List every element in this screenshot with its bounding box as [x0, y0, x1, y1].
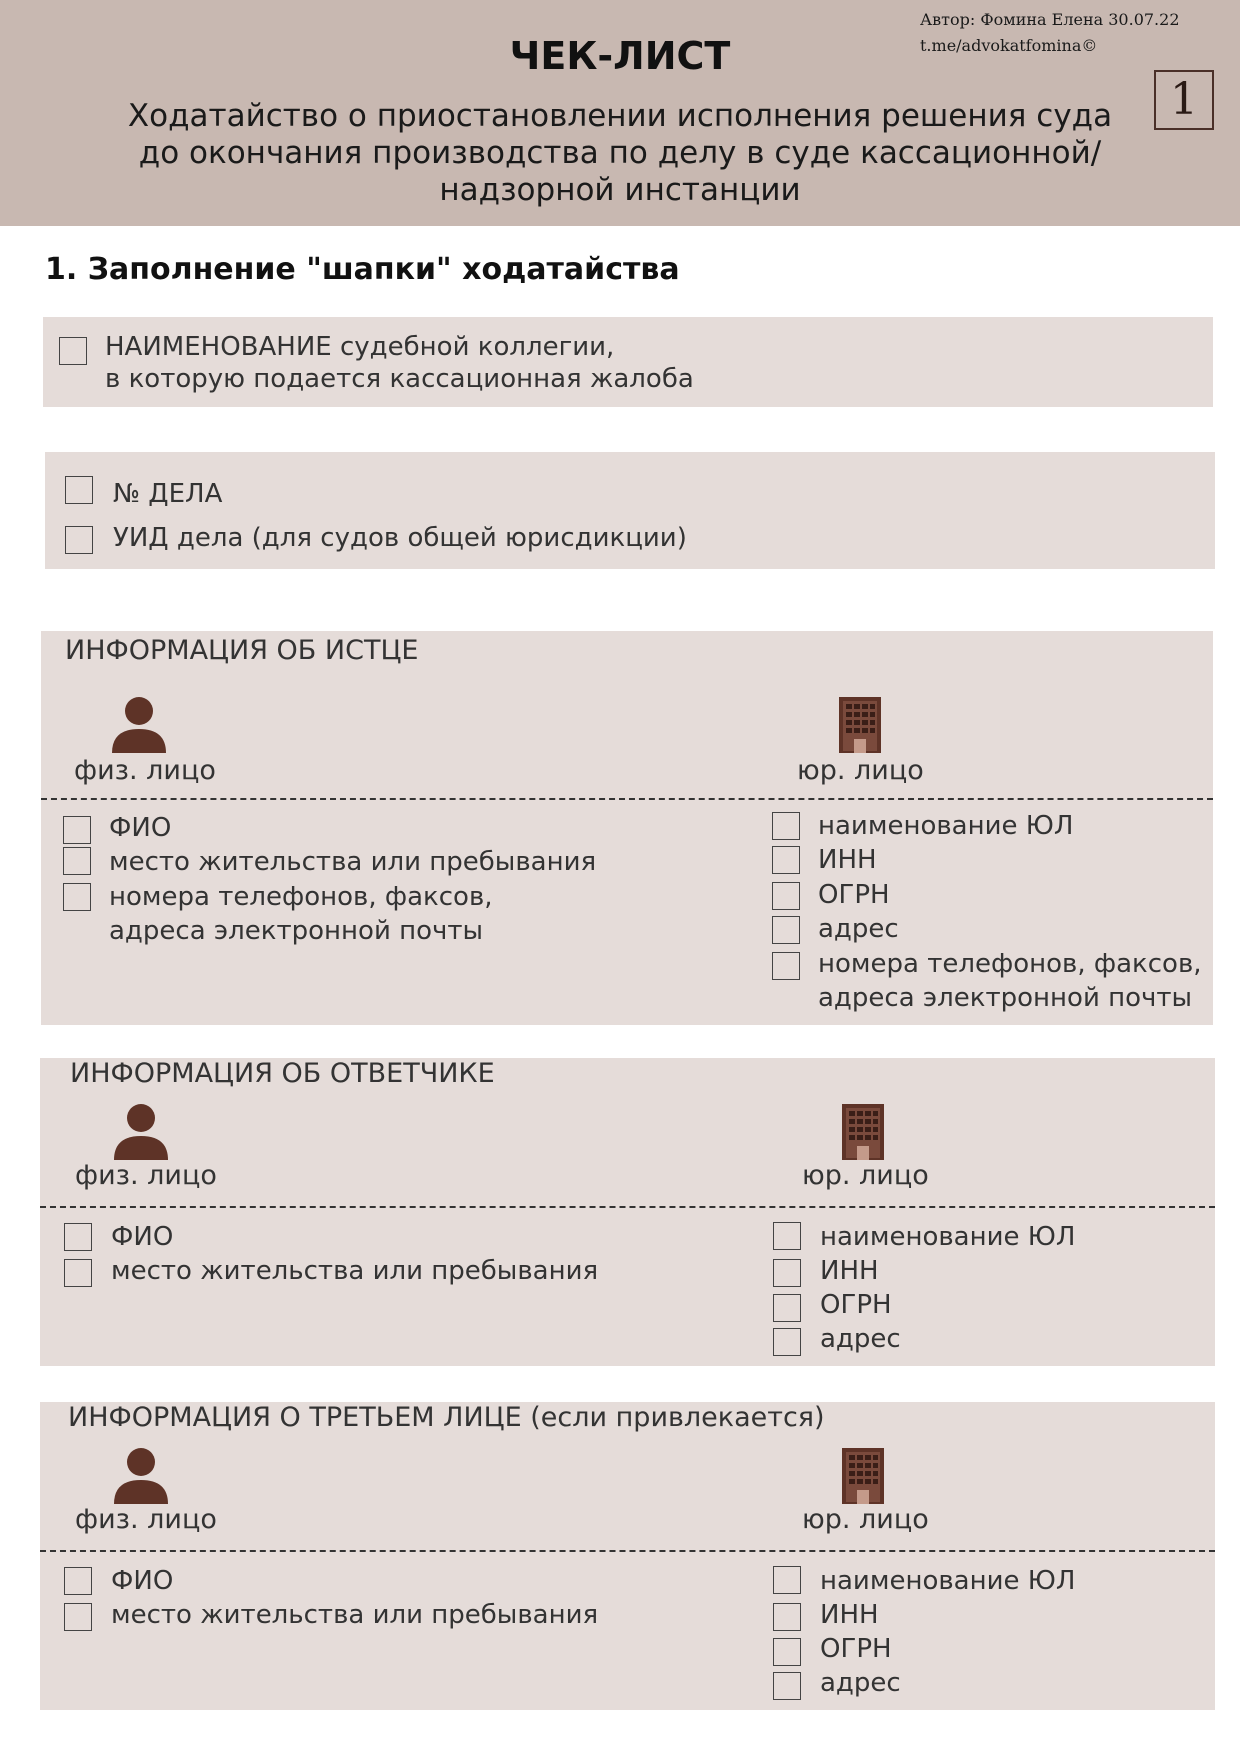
author-credit: Автор: Фомина Елена 30.07.22 — [920, 10, 1180, 29]
company-item-cont: адреса электронной почты — [818, 983, 1193, 1013]
plaintiff-title: ИНФОРМАЦИЯ ОБ ИСТЦЕ — [65, 635, 419, 666]
company-item: адрес — [820, 1324, 901, 1354]
company-item: ОГРН — [820, 1290, 892, 1320]
checkbox[interactable] — [773, 1328, 801, 1356]
person-label: физ. лицо — [75, 1160, 217, 1191]
checkbox[interactable] — [772, 846, 800, 874]
person-item: место жительства или пребывания — [111, 1600, 599, 1630]
subtitle-line: надзорной инстанции — [439, 172, 801, 208]
third-party-box — [40, 1402, 1215, 1710]
person-item-cont: адреса электронной почты — [109, 916, 484, 946]
person-item: номера телефонов, факсов, — [109, 882, 493, 912]
header-band — [0, 0, 1240, 226]
checkbox[interactable] — [63, 883, 91, 911]
checkbox[interactable] — [773, 1566, 801, 1594]
person-item: место жительства или пребывания — [109, 847, 597, 877]
page-title: ЧЕК-ЛИСТ — [509, 34, 731, 78]
court-name-box — [43, 317, 1213, 407]
company-item: ОГРН — [820, 1634, 892, 1664]
section-heading: 1. Заполнение "шапки" ходатайства — [45, 252, 680, 287]
plaintiff-box — [41, 631, 1213, 1025]
defendant-title: ИНФОРМАЦИЯ ОБ ОТВЕТЧИКЕ — [70, 1058, 495, 1089]
checkbox[interactable] — [63, 847, 91, 875]
checkbox[interactable] — [65, 526, 93, 554]
checkbox[interactable] — [773, 1672, 801, 1700]
defendant-box — [40, 1058, 1215, 1366]
subtitle-line: Ходатайство о приостановлении исполнения решения суда — [127, 98, 1113, 134]
checkbox[interactable] — [64, 1603, 92, 1631]
page-number-badge: 1 — [1154, 70, 1214, 130]
company-item: наименование ЮЛ — [820, 1222, 1076, 1252]
checkbox[interactable] — [773, 1638, 801, 1666]
company-label: юр. лицо — [802, 1504, 929, 1535]
checkbox[interactable] — [773, 1603, 801, 1631]
person-label: физ. лицо — [74, 755, 216, 786]
company-item: номера телефонов, факсов, — [818, 949, 1202, 979]
checklist-item-court-name-cont: в которую подается кассационная жалоба — [105, 364, 694, 394]
checkbox[interactable] — [772, 916, 800, 944]
company-item: адрес — [820, 1668, 901, 1698]
person-label: физ. лицо — [75, 1504, 217, 1535]
person-item: ФИО — [111, 1222, 174, 1252]
company-item: ОГРН — [818, 880, 890, 910]
company-item: ИНН — [820, 1256, 879, 1286]
checkbox[interactable] — [773, 1259, 801, 1287]
author-link[interactable]: t.me/advokatfomina© — [920, 36, 1098, 55]
company-label: юр. лицо — [797, 755, 924, 786]
checkbox[interactable] — [773, 1222, 801, 1250]
case-number-box — [45, 452, 1215, 569]
company-item: наименование ЮЛ — [820, 1566, 1076, 1596]
checkbox[interactable] — [65, 476, 93, 504]
company-item: ИНН — [818, 845, 877, 875]
checkbox[interactable] — [772, 952, 800, 980]
divider — [41, 798, 1213, 800]
company-item: ИНН — [820, 1600, 879, 1630]
person-icon — [112, 1104, 170, 1160]
company-label: юр. лицо — [802, 1160, 929, 1191]
third-party-title: ИНФОРМАЦИЯ О ТРЕТЬЕМ ЛИЦЕ (если привлекается) — [68, 1402, 825, 1433]
checklist-item-case-number: № ДЕЛА — [113, 479, 223, 509]
subtitle-line: до окончания производства по делу в суде кассационной/ — [138, 135, 1102, 171]
checkbox[interactable] — [64, 1223, 92, 1251]
person-item: ФИО — [111, 1566, 174, 1596]
company-item: адрес — [818, 914, 899, 944]
person-item: ФИО — [109, 813, 172, 843]
checkbox[interactable] — [773, 1294, 801, 1322]
person-icon — [112, 1448, 170, 1504]
person-icon — [110, 697, 168, 753]
checklist-item-court-name: НАИМЕНОВАНИЕ судебной коллегии, — [105, 332, 615, 362]
checkbox[interactable] — [64, 1567, 92, 1595]
checklist-item-uid: УИД дела (для судов общей юрисдикции) — [113, 523, 687, 553]
person-item: место жительства или пребывания — [111, 1256, 599, 1286]
building-icon — [842, 1448, 884, 1504]
checkbox[interactable] — [772, 882, 800, 910]
checkbox[interactable] — [63, 816, 91, 844]
building-icon — [842, 1104, 884, 1160]
page-subtitle — [80, 98, 1160, 209]
checkbox[interactable] — [64, 1259, 92, 1287]
company-item: наименование ЮЛ — [818, 811, 1074, 841]
checkbox[interactable] — [772, 812, 800, 840]
divider — [40, 1206, 1215, 1208]
checkbox[interactable] — [59, 337, 87, 365]
divider — [40, 1550, 1215, 1552]
building-icon — [839, 697, 881, 753]
